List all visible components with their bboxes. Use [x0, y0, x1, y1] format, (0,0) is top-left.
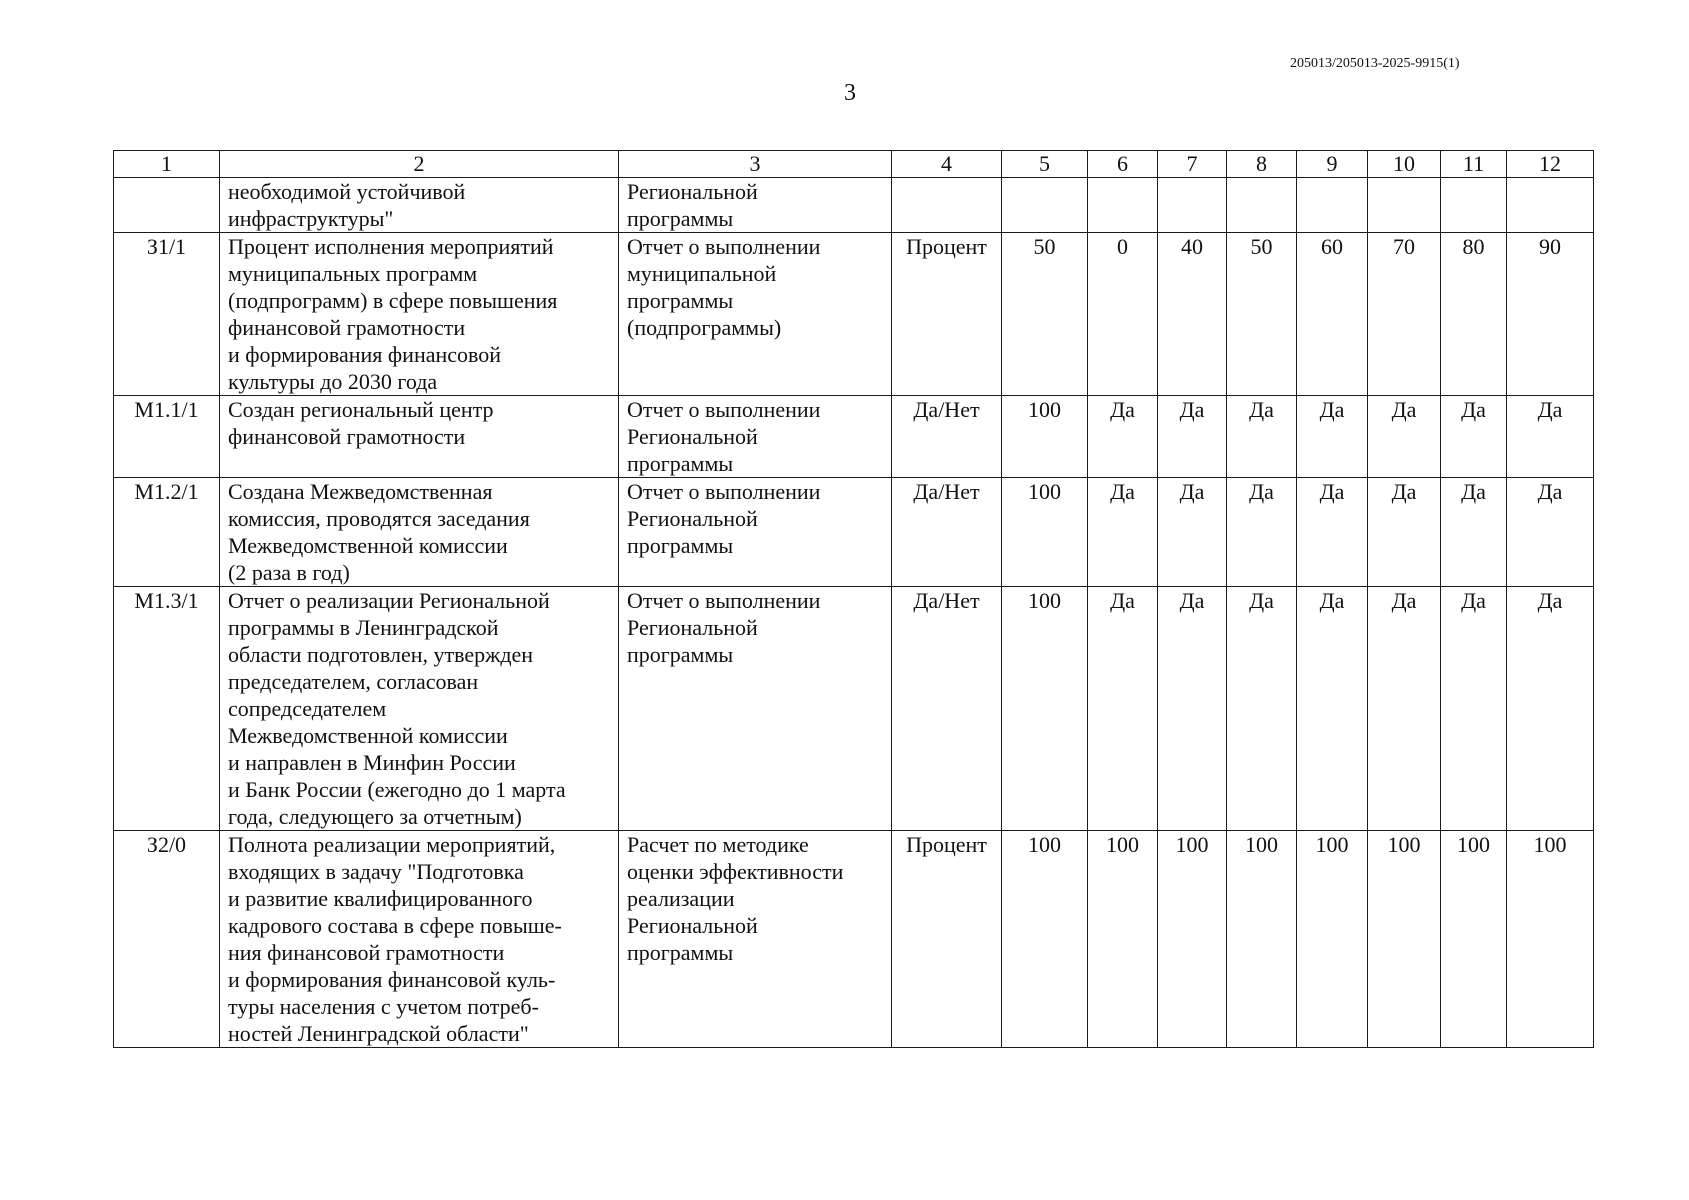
indicator-name-line: и направлен в Минфин России: [228, 750, 516, 775]
indicator-name-line: Создан региональный центр: [228, 397, 494, 422]
indicator-value: Да: [1088, 478, 1158, 587]
indicator-value: Да: [1441, 587, 1507, 831]
indicator-name: [220, 831, 619, 1048]
indicator-value: 100: [1002, 478, 1088, 587]
indicator-name-line: программы в Ленинградской: [228, 615, 499, 640]
indicator-name: [220, 178, 619, 233]
indicators-table: [113, 150, 1594, 1048]
indicator-value: 100: [1002, 587, 1088, 831]
indicator-source-line: программы: [627, 451, 734, 476]
indicator-name-line: Межведомственной комиссии: [228, 723, 508, 748]
indicator-value: Да: [1227, 478, 1297, 587]
indicator-value: Да: [1368, 587, 1441, 831]
indicator-value: 90: [1507, 233, 1594, 396]
table-body: [114, 178, 1594, 1048]
indicator-value: 100: [1088, 831, 1158, 1048]
indicator-value: Да: [1297, 396, 1368, 478]
indicator-name: [220, 587, 619, 831]
indicator-source-line: программы: [627, 533, 734, 558]
indicator-value: 100: [1368, 831, 1441, 1048]
column-header: 10: [1368, 151, 1441, 178]
indicator-value: [1088, 178, 1158, 233]
indicator-value: Да: [1227, 396, 1297, 478]
indicator-source-line: Региональной: [627, 615, 758, 640]
indicator-name-line: и формирования финансовой: [228, 342, 502, 367]
indicator-value: Да: [1297, 587, 1368, 831]
indicator-value: [1441, 178, 1507, 233]
indicator-source-line: Региональной: [627, 913, 758, 938]
table-row: [114, 233, 1594, 396]
indicator-value: Да: [1507, 396, 1594, 478]
indicator-unit: Да/Нет: [892, 587, 1002, 831]
table-row: [114, 831, 1594, 1048]
indicator-value: 100: [1227, 831, 1297, 1048]
indicator-unit: [892, 178, 1002, 233]
indicator-source-line: Региональной: [627, 506, 758, 531]
indicator-name-line: сопредседателем: [228, 696, 387, 721]
indicator-value: Да: [1088, 396, 1158, 478]
indicator-code: З1/1: [114, 233, 220, 396]
indicator-value: 100: [1441, 831, 1507, 1048]
indicator-name: [220, 396, 619, 478]
indicator-value: [1227, 178, 1297, 233]
indicator-source: [619, 478, 892, 587]
indicator-code: З2/0: [114, 831, 220, 1048]
indicator-name-line: и развитие квалифицированного: [228, 886, 533, 911]
indicator-value: Да: [1441, 396, 1507, 478]
indicator-name-line: Процент исполнения мероприятий: [228, 234, 554, 259]
indicator-name-line: Создана Межведомственная: [228, 479, 493, 504]
indicator-name-line: входящих в задачу "Подготовка: [228, 859, 524, 884]
indicator-name-line: финансовой грамотности: [228, 315, 466, 340]
indicator-source-line: реализации: [627, 886, 735, 911]
indicator-name-line: культуры до 2030 года: [228, 369, 438, 394]
indicator-source-line: программы: [627, 940, 734, 965]
indicator-source-line: Отчет о выполнении: [627, 234, 821, 259]
indicator-value: 100: [1297, 831, 1368, 1048]
indicator-value: Да: [1158, 396, 1227, 478]
indicator-value: Да: [1297, 478, 1368, 587]
table-row: [114, 178, 1594, 233]
indicator-value: 50: [1227, 233, 1297, 396]
indicator-value: 100: [1002, 396, 1088, 478]
indicator-name-line: необходимой устойчивой: [228, 179, 466, 204]
indicator-name-line: финансовой грамотности: [228, 424, 466, 449]
indicator-source-line: муниципальной: [627, 261, 777, 286]
indicator-name-line: муниципальных программ: [228, 261, 478, 286]
indicator-code: М1.3/1: [114, 587, 220, 831]
indicator-value: 100: [1158, 831, 1227, 1048]
indicator-name-line: ностей Ленинградской области": [228, 1021, 529, 1046]
indicator-value: 100: [1507, 831, 1594, 1048]
indicator-value: 50: [1002, 233, 1088, 396]
column-header: 9: [1297, 151, 1368, 178]
indicator-name-line: Межведомственной комиссии: [228, 533, 508, 558]
indicator-source: [619, 233, 892, 396]
indicator-source-line: Отчет о выполнении: [627, 588, 821, 613]
indicator-source-line: Расчет по методике: [627, 832, 809, 857]
indicator-name-line: председателем, согласован: [228, 669, 479, 694]
indicator-unit: Процент: [892, 233, 1002, 396]
indicator-value: [1002, 178, 1088, 233]
indicator-value: [1297, 178, 1368, 233]
indicator-name-line: комиссия, проводятся заседания: [228, 506, 530, 531]
column-header: 1: [114, 151, 220, 178]
indicator-name-line: туры населения с учетом потреб-: [228, 994, 539, 1019]
indicator-name-line: (подпрограмм) в сфере повышения: [228, 288, 558, 313]
indicator-unit: Процент: [892, 831, 1002, 1048]
indicator-source-line: программы: [627, 288, 734, 313]
indicator-value: [1507, 178, 1594, 233]
indicator-name-line: года, следующего за отчетным): [228, 804, 522, 829]
indicator-value: 80: [1441, 233, 1507, 396]
document-number: 205013/205013-2025-9915(1): [1290, 56, 1460, 71]
indicator-value: 100: [1002, 831, 1088, 1048]
indicator-value: 70: [1368, 233, 1441, 396]
indicator-value: Да: [1368, 478, 1441, 587]
indicator-source-line: Отчет о выполнении: [627, 479, 821, 504]
indicator-name-line: кадрового состава в сфере повыше-: [228, 913, 562, 938]
indicator-value: Да: [1158, 587, 1227, 831]
indicator-value: Да: [1507, 478, 1594, 587]
indicator-value: [1158, 178, 1227, 233]
indicator-source-line: программы: [627, 642, 734, 667]
indicator-name-line: Полнота реализации мероприятий,: [228, 832, 556, 857]
indicator-name-line: Отчет о реализации Региональной: [228, 588, 550, 613]
indicator-source-line: Региональной: [627, 179, 758, 204]
column-header: 12: [1507, 151, 1594, 178]
indicator-code: [114, 178, 220, 233]
indicator-unit: Да/Нет: [892, 396, 1002, 478]
indicator-name-line: инфраструктуры": [228, 206, 394, 231]
table-row: [114, 396, 1594, 478]
indicator-value: 60: [1297, 233, 1368, 396]
column-header: 8: [1227, 151, 1297, 178]
indicator-source: [619, 831, 892, 1048]
indicator-source-line: оценки эффективности: [627, 859, 844, 884]
page-number: 3: [844, 80, 856, 106]
table-row: [114, 478, 1594, 587]
indicator-value: 0: [1088, 233, 1158, 396]
column-header: 6: [1088, 151, 1158, 178]
indicator-name-line: (2 раза в год): [228, 560, 350, 585]
indicator-value: [1368, 178, 1441, 233]
indicator-value: Да: [1158, 478, 1227, 587]
indicator-name-line: области подготовлен, утвержден: [228, 642, 534, 667]
indicator-source-line: Региональной: [627, 424, 758, 449]
indicator-name-line: и Банк России (ежегодно до 1 марта: [228, 777, 566, 802]
column-header: 7: [1158, 151, 1227, 178]
indicator-source-line: (подпрограммы): [627, 315, 782, 340]
indicator-source: [619, 587, 892, 831]
indicator-source: [619, 178, 892, 233]
column-header: 3: [619, 151, 892, 178]
indicator-source-line: Отчет о выполнении: [627, 397, 821, 422]
column-header: 11: [1441, 151, 1507, 178]
column-header: 4: [892, 151, 1002, 178]
column-header: 5: [1002, 151, 1088, 178]
indicator-code: М1.2/1: [114, 478, 220, 587]
indicator-name-line: и формирования финансовой куль-: [228, 967, 556, 992]
indicator-name: [220, 478, 619, 587]
indicator-unit: Да/Нет: [892, 478, 1002, 587]
indicator-source-line: программы: [627, 206, 734, 231]
indicator-code: М1.1/1: [114, 396, 220, 478]
indicator-value: Да: [1507, 587, 1594, 831]
indicator-name-line: ния финансовой грамотности: [228, 940, 505, 965]
indicator-value: Да: [1227, 587, 1297, 831]
indicator-value: Да: [1441, 478, 1507, 587]
column-header: 2: [220, 151, 619, 178]
table-row: [114, 587, 1594, 831]
table-header-row: [114, 151, 1594, 178]
indicator-source: [619, 396, 892, 478]
indicator-value: Да: [1368, 396, 1441, 478]
indicator-name: [220, 233, 619, 396]
indicator-value: Да: [1088, 587, 1158, 831]
indicator-value: 40: [1158, 233, 1227, 396]
